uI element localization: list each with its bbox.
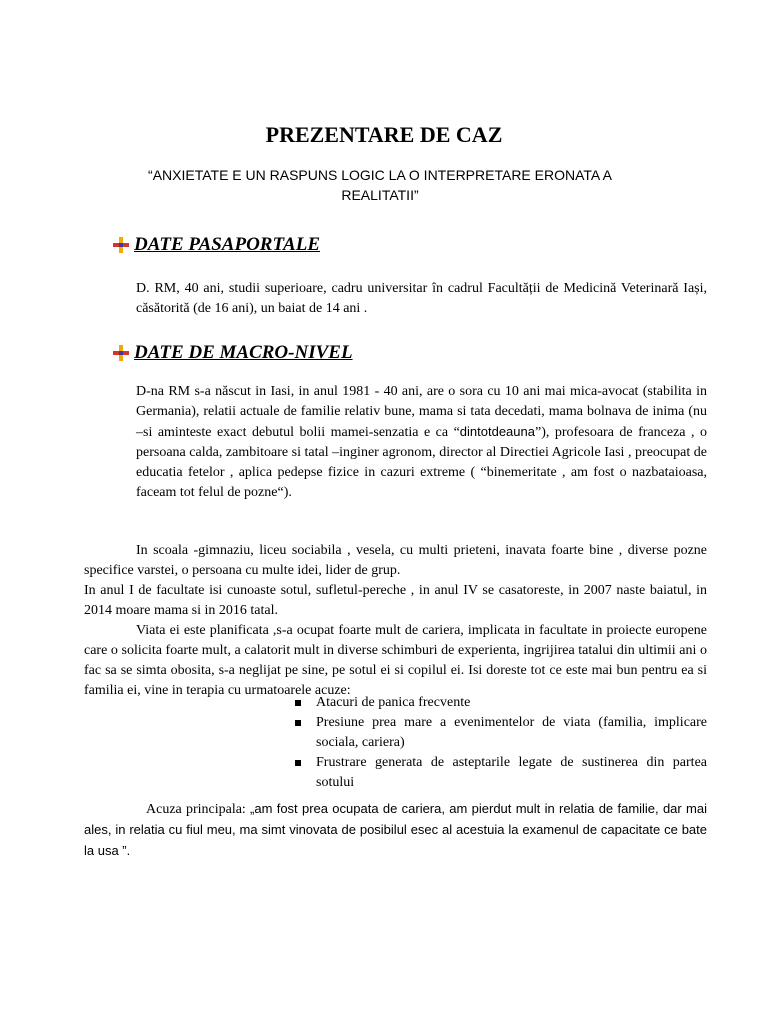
list-item-text: Atacuri de panica frecvente bbox=[316, 695, 471, 710]
section-text-family-history bbox=[136, 382, 707, 503]
plus-arrow-icon bbox=[112, 236, 130, 254]
text-span: D-na RM s-a născut in Iasi, in anul 1981 - 40 ani, are o sora cu 10 ani mai mica-avocat (stabilita in Germania), relatii actuale de familie relativ bune, mama si tata decedati, mama bolnava de inima (nu –si aminteste exact debutul bolii mamei-senzatia e ca “ bbox=[136, 384, 707, 440]
quoted-word: dintotdeauna bbox=[459, 424, 535, 439]
square-bullet-icon bbox=[295, 720, 301, 726]
square-bullet-icon bbox=[295, 760, 301, 766]
text-span: ”), profesoara de franceza , o persoana calda, zambitoare si tatal –inginer agronom, director al Directiei Agricole Iasi , preocupat de educatia fetelor , aplica pedepse fizice in cazuri extreme ( “binemeritate , am fost o nazbataioasa, faceam tot felul de pozne“). bbox=[136, 425, 707, 500]
list-item bbox=[292, 693, 707, 713]
paragraph: In scoala -gimnaziu, liceu sociabila , vesela, cu multi prieteni, inavata foarte bine , diverse pozne specifice varstei, o persoana cu multe idei, lider de grup. bbox=[84, 543, 707, 578]
paragraph: In anul I de facultate isi cunoaste sotul, sufletul-pereche , in anul IV se casatoreste, in 2007 naste baiatul, in 2014 moare mama si in 2016 tatal. bbox=[84, 583, 707, 618]
page-title: PREZENTARE DE CAZ bbox=[265, 122, 503, 147]
page-subtitle: “ANXIETATE E UN RASPUNS LOGIC LA O INTERPRETARE ERONATA A REALITATII” bbox=[148, 167, 612, 203]
section-heading-date-pasaportale bbox=[112, 234, 320, 256]
complaint-quote: „am fost prea ocupata de cariera, am pierdut mult in relatia de familie, dar mai ales, in relatia cu fiul meu, ma simt vinovata de posibilul esec al acestuia la examenul de capacitate ce bate la usa ”. bbox=[84, 801, 707, 858]
list-item bbox=[292, 713, 707, 753]
paragraph: D. RM, 40 ani, studii superioare, cadru universitar în cadrul Facultății de Medicină Veterinară Iași, căsătorită (de 16 ani), un baiat de 14 ani . bbox=[136, 281, 707, 316]
paragraph bbox=[136, 382, 707, 503]
section-text-date-pasaportale bbox=[136, 279, 707, 319]
paragraph bbox=[84, 799, 707, 862]
paragraph: Viata ei este planificata ,s-a ocupat foarte mult de cariera, implicata in facultate in proiecte europene care o solicita foarte mult, a calatorit mult in diverse schimburi de experienta, ingrijirea tatalui din ultimii ani o fac sa se simta obosita, s-a neglijat pe sine, pe sotul ei si copilul ei. Isi doreste tot ce este mai bun pentru ea si familia ei, vine in terapia cu urmatoarele acuze: bbox=[84, 623, 707, 698]
list-item-text: Presiune prea mare a evenimentelor de viata (familia, implicare sociala, cariera) bbox=[316, 715, 707, 750]
section-heading-date-macro-nivel bbox=[112, 342, 353, 364]
section-text-life-events bbox=[84, 541, 707, 701]
section-heading-label: DATE PASAPORTALE bbox=[134, 234, 320, 255]
square-bullet-icon bbox=[295, 700, 301, 706]
main-complaint bbox=[84, 799, 707, 862]
complaints-list bbox=[292, 693, 707, 793]
list-item-text: Frustrare generata de asteptarile legate de sustinerea din partea sotului bbox=[316, 755, 707, 790]
plus-arrow-icon bbox=[112, 344, 130, 362]
section-heading-label: DATE DE MACRO-NIVEL bbox=[134, 342, 353, 363]
complaint-label: Acuza principala: bbox=[146, 802, 251, 817]
list-item bbox=[292, 753, 707, 793]
